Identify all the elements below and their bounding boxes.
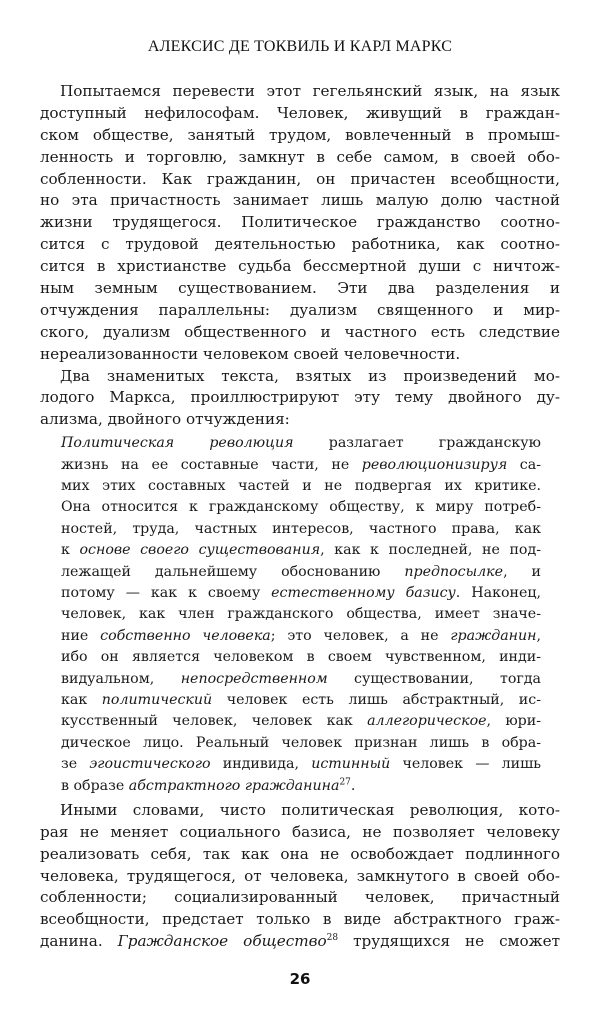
block-quote-marx xyxy=(61,433,541,797)
text: кусственный человек, человек как xyxy=(61,713,368,730)
running-head: АЛЕКСИС ДЕ ТОКВИЛЬ И КАРЛ МАРКС xyxy=(147,38,453,55)
text-line xyxy=(40,931,560,953)
quote-line xyxy=(61,562,541,583)
text-line: ленность и торговлю, замкнут в себе самом, в своей обо- xyxy=(40,147,560,166)
emphasis: Политическая революция xyxy=(61,435,294,452)
emphasis: аллегорическое xyxy=(367,713,487,730)
text-line: ным земным существованием. Эти два разделения и xyxy=(40,279,560,298)
text: потому — как к своему xyxy=(61,584,272,601)
text-line: сится с трудовой деятельностью работника, как соотно- xyxy=(40,235,560,254)
emphasis: эгоистического xyxy=(89,756,211,773)
text: мих этих составных частей и не подвергая их критике. xyxy=(61,478,541,495)
text: существовании, тогда xyxy=(327,670,541,687)
text-line: ализма, двойного отчуждения: xyxy=(40,410,290,429)
text-line: отчуждения параллельны: дуализм священного и мир- xyxy=(40,300,560,319)
emphasis: естественному базису xyxy=(271,584,456,601)
page-number: 26 xyxy=(289,970,311,988)
text-line: ского, дуализм общественного и частного есть следствие xyxy=(40,322,560,341)
text: ностей, труда, частных интересов, частного права, как xyxy=(61,520,541,537)
quote-line xyxy=(61,690,541,711)
emphasis: основе своего существования xyxy=(79,542,321,559)
footnote-ref-27[interactable]: 27 xyxy=(339,776,351,787)
quote-line xyxy=(61,647,541,668)
text-line: Два знаменитых текста, взятых из произведений мо- xyxy=(60,366,560,385)
text: лежащей дальнейшему обоснованию xyxy=(61,563,405,580)
quote-line xyxy=(61,455,541,476)
quote-line xyxy=(61,604,541,625)
text-line: собленности. Как гражданин, он причастен всеобщности, xyxy=(40,169,560,188)
text: , юри- xyxy=(486,713,542,730)
paragraph-3 xyxy=(40,800,560,953)
text-line: собленности; социализированный человек, причастный xyxy=(40,888,560,907)
text-line: ском обществе, занятый трудом, вовлеченный в промыш- xyxy=(40,125,560,144)
text: в образе xyxy=(61,777,129,794)
text: дическое лицо. Реальный человек признан лишь в обра- xyxy=(61,734,541,751)
text-line: Попытаемся перевести этот гегельянский язык, на язык xyxy=(60,82,560,100)
text: . xyxy=(350,777,356,794)
emphasis: абстрактного гражданина xyxy=(128,777,340,794)
text-line: нереализованности человеком своей человечности. xyxy=(40,344,461,363)
quote-line xyxy=(61,433,541,454)
text: Она относится к гражданскому обществу, к миру потреб- xyxy=(61,499,541,516)
quote-line xyxy=(61,626,541,647)
quote-line xyxy=(61,540,541,561)
text: . Наконец, xyxy=(455,584,541,601)
emphasis: предпосылке xyxy=(404,563,504,580)
text: ние xyxy=(61,627,101,644)
emphasis: непосредственном xyxy=(180,670,328,687)
text-line: реализовать себя, так как она не освобождает подлинного xyxy=(40,844,560,863)
quote-line xyxy=(61,733,541,754)
text: как xyxy=(61,691,102,708)
emphasis: истинный xyxy=(311,756,391,773)
text: индивида, xyxy=(210,756,312,773)
emphasis: революционизируя xyxy=(361,456,508,473)
paragraph-1 xyxy=(40,81,560,366)
text: трудящихся не сможет xyxy=(338,932,560,951)
text-line: лодого Маркса, проиллюстрируют эту тему двойного ду- xyxy=(40,388,560,407)
emphasis: гражданин xyxy=(450,627,537,644)
text: жизнь на ее составные части, не xyxy=(61,456,362,473)
quote-line xyxy=(61,583,541,604)
text-line: но эта причастность занимает лишь малую долю частной xyxy=(40,191,560,210)
text: человек — лишь xyxy=(390,756,541,773)
text: , как к последней, не под- xyxy=(320,542,542,559)
text-line: доступный нефилософам. Человек, живущий в граждан- xyxy=(40,103,560,122)
quote-line xyxy=(61,776,541,797)
text: са- xyxy=(507,456,542,473)
text-line: всеобщности, предстает только в виде абстрактного граж- xyxy=(40,910,560,929)
text-line: человека, трудящегося, от человека, замкнутого в своей обо- xyxy=(40,866,560,885)
text: к xyxy=(61,542,80,559)
quote-line xyxy=(61,476,541,497)
text-line: жизни трудящегося. Политическое гражданство соотно- xyxy=(40,213,560,232)
text: , и xyxy=(503,563,541,580)
text: разлагает гражданскую xyxy=(293,435,541,452)
text: видуальном, xyxy=(61,670,181,687)
text-line: рая не меняет социального базиса, не позволяет человеку xyxy=(40,822,560,841)
text: зе xyxy=(61,756,90,773)
text-line: Иными словами, чисто политическая революция, кото- xyxy=(60,800,560,819)
text: , xyxy=(536,627,541,644)
emphasis: Гражданское общество xyxy=(117,932,327,951)
text: данина. xyxy=(40,932,118,951)
footnote-ref-28[interactable]: 28 xyxy=(326,933,339,944)
text: человек, как член гражданского общества, имеет значе- xyxy=(61,606,541,623)
text: ибо он является человеком в своем чувственном, инди- xyxy=(61,649,541,666)
quote-line xyxy=(61,754,541,775)
paragraph-2 xyxy=(40,366,560,432)
quote-line xyxy=(61,497,541,518)
quote-line xyxy=(61,519,541,540)
text-line: сится в христианстве судьба бессмертной души с ничтож- xyxy=(40,257,560,276)
emphasis: политический xyxy=(101,691,213,708)
quote-line xyxy=(61,669,541,690)
quote-line xyxy=(61,711,541,732)
text: ; это человек, а не xyxy=(270,627,451,644)
emphasis: собственно человека xyxy=(100,627,271,644)
body-text xyxy=(40,81,560,953)
text: человек есть лишь абстрактный, ис- xyxy=(212,691,542,708)
